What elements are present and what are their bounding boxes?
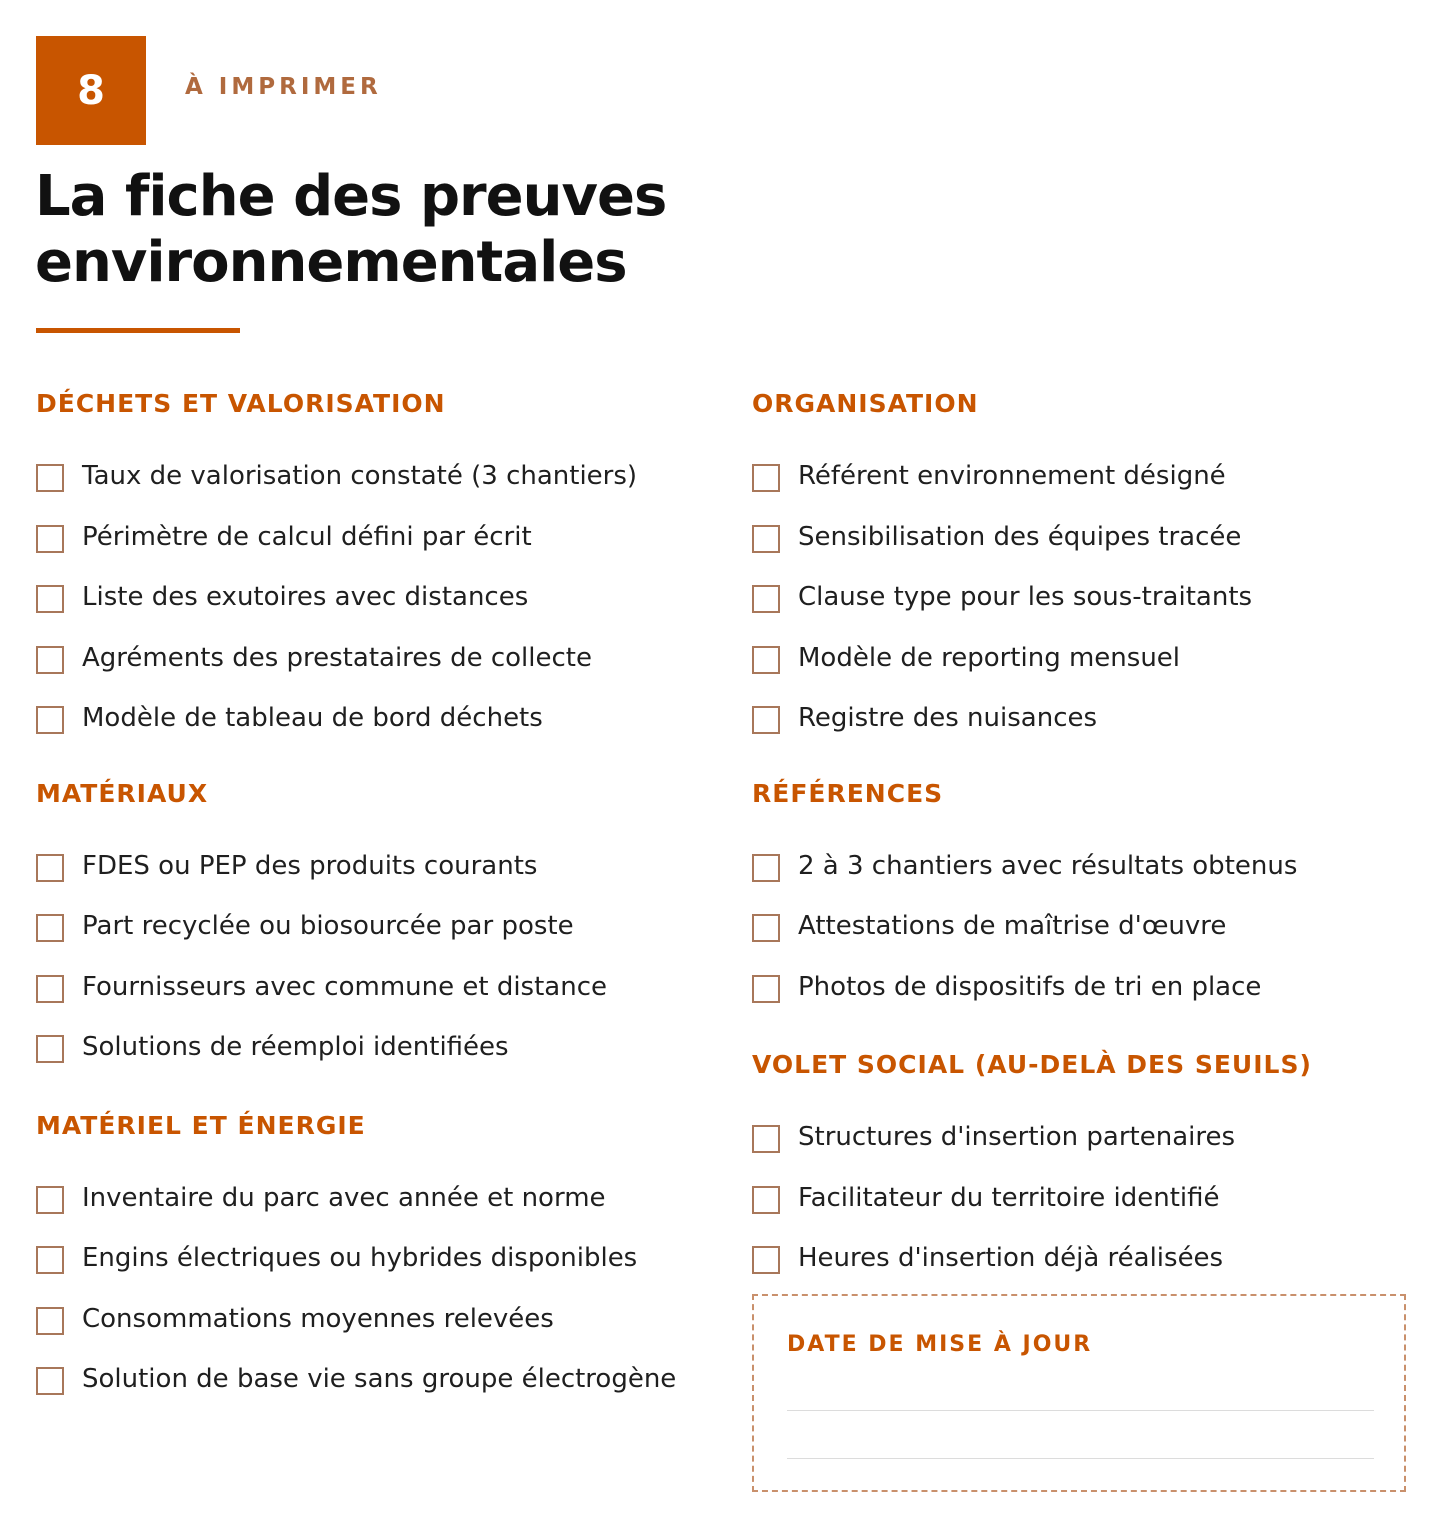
- checklist-item-label: Photos de dispositifs de tri en place: [798, 971, 1262, 1002]
- checkbox[interactable]: [36, 1186, 64, 1214]
- checklist-materiaux: [36, 836, 716, 1078]
- checklist-item-label: Registre des nuisances: [798, 703, 1098, 734]
- update-date-box: [752, 1294, 1406, 1492]
- checklist-item: [752, 836, 1412, 897]
- checklist-item: [36, 836, 716, 897]
- checkbox[interactable]: [36, 464, 64, 492]
- checklist-item-label: Solution de base vie sans groupe électrogène: [82, 1364, 677, 1395]
- checklist-item: [36, 446, 716, 507]
- checklist-item-label: Modèle de tableau de bord déchets: [82, 703, 543, 734]
- checklist-item-label: Engins électriques ou hybrides disponibles: [82, 1243, 638, 1274]
- checkbox[interactable]: [36, 1307, 64, 1335]
- checklist-item: [36, 688, 716, 749]
- section-title-dechets: DÉCHETS ET VALORISATION: [36, 389, 446, 418]
- checklist-item-label: Inventaire du parc avec année et norme: [82, 1182, 606, 1213]
- checklist-item: [36, 1168, 716, 1229]
- checkbox[interactable]: [36, 1246, 64, 1274]
- checklist-item-label: Consommations moyennes relevées: [82, 1303, 554, 1334]
- checkbox[interactable]: [752, 1246, 780, 1274]
- checkbox[interactable]: [752, 464, 780, 492]
- checklist-item-label: Solutions de réemploi identifiées: [82, 1032, 509, 1063]
- checkbox[interactable]: [36, 975, 64, 1003]
- checklist-item: [36, 628, 716, 689]
- title-underline: [36, 328, 240, 333]
- checklist-item-label: 2 à 3 chantiers avec résultats obtenus: [798, 850, 1298, 881]
- checklist-item-label: Modèle de reporting mensuel: [798, 642, 1181, 673]
- checklist-item-label: Facilitateur du territoire identifié: [798, 1182, 1220, 1213]
- checkbox[interactable]: [752, 646, 780, 674]
- checklist-item-label: Taux de valorisation constaté (3 chantiers): [82, 461, 638, 492]
- checklist-organisation: [752, 446, 1412, 749]
- page-title-line-2: environnementales: [35, 230, 627, 295]
- checklist-item: [36, 1349, 716, 1410]
- page-title-line-1: La fiche des preuves: [35, 164, 667, 229]
- checkbox[interactable]: [36, 646, 64, 674]
- checklist-item-label: Liste des exutoires avec distances: [82, 582, 529, 613]
- checklist-item: [36, 1228, 716, 1289]
- checklist-item: [752, 446, 1412, 507]
- left-column: [36, 386, 716, 1410]
- section-title-references: RÉFÉRENCES: [752, 778, 944, 808]
- section-title-materiaux: MATÉRIAUX: [36, 778, 209, 808]
- checklist-item: [752, 628, 1412, 689]
- checklist-item-label: Périmètre de calcul défini par écrit: [82, 521, 532, 552]
- section-number-badge: [36, 36, 146, 145]
- date-write-line-2[interactable]: [787, 1458, 1374, 1459]
- checklist-item-label: Fournisseurs avec commune et distance: [82, 971, 607, 1002]
- checklist-item: [36, 1017, 716, 1078]
- checkbox[interactable]: [752, 1125, 780, 1153]
- checklist-item: [36, 1289, 716, 1350]
- update-date-title: DATE DE MISE À JOUR: [787, 1332, 1093, 1357]
- checklist-item: [752, 688, 1412, 749]
- page-title: [35, 164, 666, 296]
- checklist-item-label: FDES ou PEP des produits courants: [82, 850, 538, 881]
- checklist-item: [36, 507, 716, 568]
- checkbox[interactable]: [752, 1186, 780, 1214]
- checklist-item: [36, 567, 716, 628]
- checkbox[interactable]: [752, 706, 780, 734]
- checklist-dechets: [36, 446, 716, 749]
- checklist-item-label: Attestations de maîtrise d'œuvre: [798, 911, 1227, 942]
- checklist-social: [752, 1107, 1412, 1289]
- checklist-item: [752, 1168, 1412, 1229]
- checklist-item-label: Référent environnement désigné: [798, 461, 1226, 492]
- checkbox[interactable]: [36, 1035, 64, 1063]
- checkbox[interactable]: [752, 585, 780, 613]
- section-number: 8: [77, 67, 105, 114]
- checklist-item-label: Agréments des prestataires de collecte: [82, 642, 592, 673]
- checklist-item: [752, 567, 1412, 628]
- checklist-materiel: [36, 1168, 716, 1410]
- checkbox[interactable]: [36, 1367, 64, 1395]
- checkbox[interactable]: [752, 975, 780, 1003]
- checklist-item-label: Sensibilisation des équipes tracée: [798, 521, 1242, 552]
- checklist-item: [752, 957, 1412, 1018]
- checkbox[interactable]: [752, 914, 780, 942]
- checklist-item: [752, 896, 1412, 957]
- section-title-social: VOLET SOCIAL (AU-DELÀ DES SEUILS): [752, 1050, 1312, 1079]
- checklist-item: [752, 1107, 1412, 1168]
- checkbox[interactable]: [36, 525, 64, 553]
- section-title-organisation: ORGANISATION: [752, 389, 979, 418]
- checklist-references: [752, 836, 1412, 1018]
- checkbox[interactable]: [36, 914, 64, 942]
- kicker-label: À IMPRIMER: [185, 74, 382, 100]
- checkbox[interactable]: [36, 854, 64, 882]
- checklist-item-label: Part recyclée ou biosourcée par poste: [82, 911, 574, 942]
- checkbox[interactable]: [752, 854, 780, 882]
- checklist-item: [752, 1228, 1412, 1289]
- checkbox[interactable]: [36, 706, 64, 734]
- checklist-item: [36, 957, 716, 1018]
- checkbox[interactable]: [752, 525, 780, 553]
- date-write-line-1[interactable]: [787, 1410, 1374, 1411]
- checklist-item: [36, 896, 716, 957]
- right-column: [752, 386, 1412, 1289]
- checklist-item: [752, 507, 1412, 568]
- checklist-item-label: Structures d'insertion partenaires: [798, 1122, 1236, 1153]
- section-title-materiel: MATÉRIEL ET ÉNERGIE: [36, 1110, 366, 1140]
- checklist-item-label: Clause type pour les sous-traitants: [798, 582, 1253, 613]
- checklist-item-label: Heures d'insertion déjà réalisées: [798, 1243, 1224, 1274]
- checkbox[interactable]: [36, 585, 64, 613]
